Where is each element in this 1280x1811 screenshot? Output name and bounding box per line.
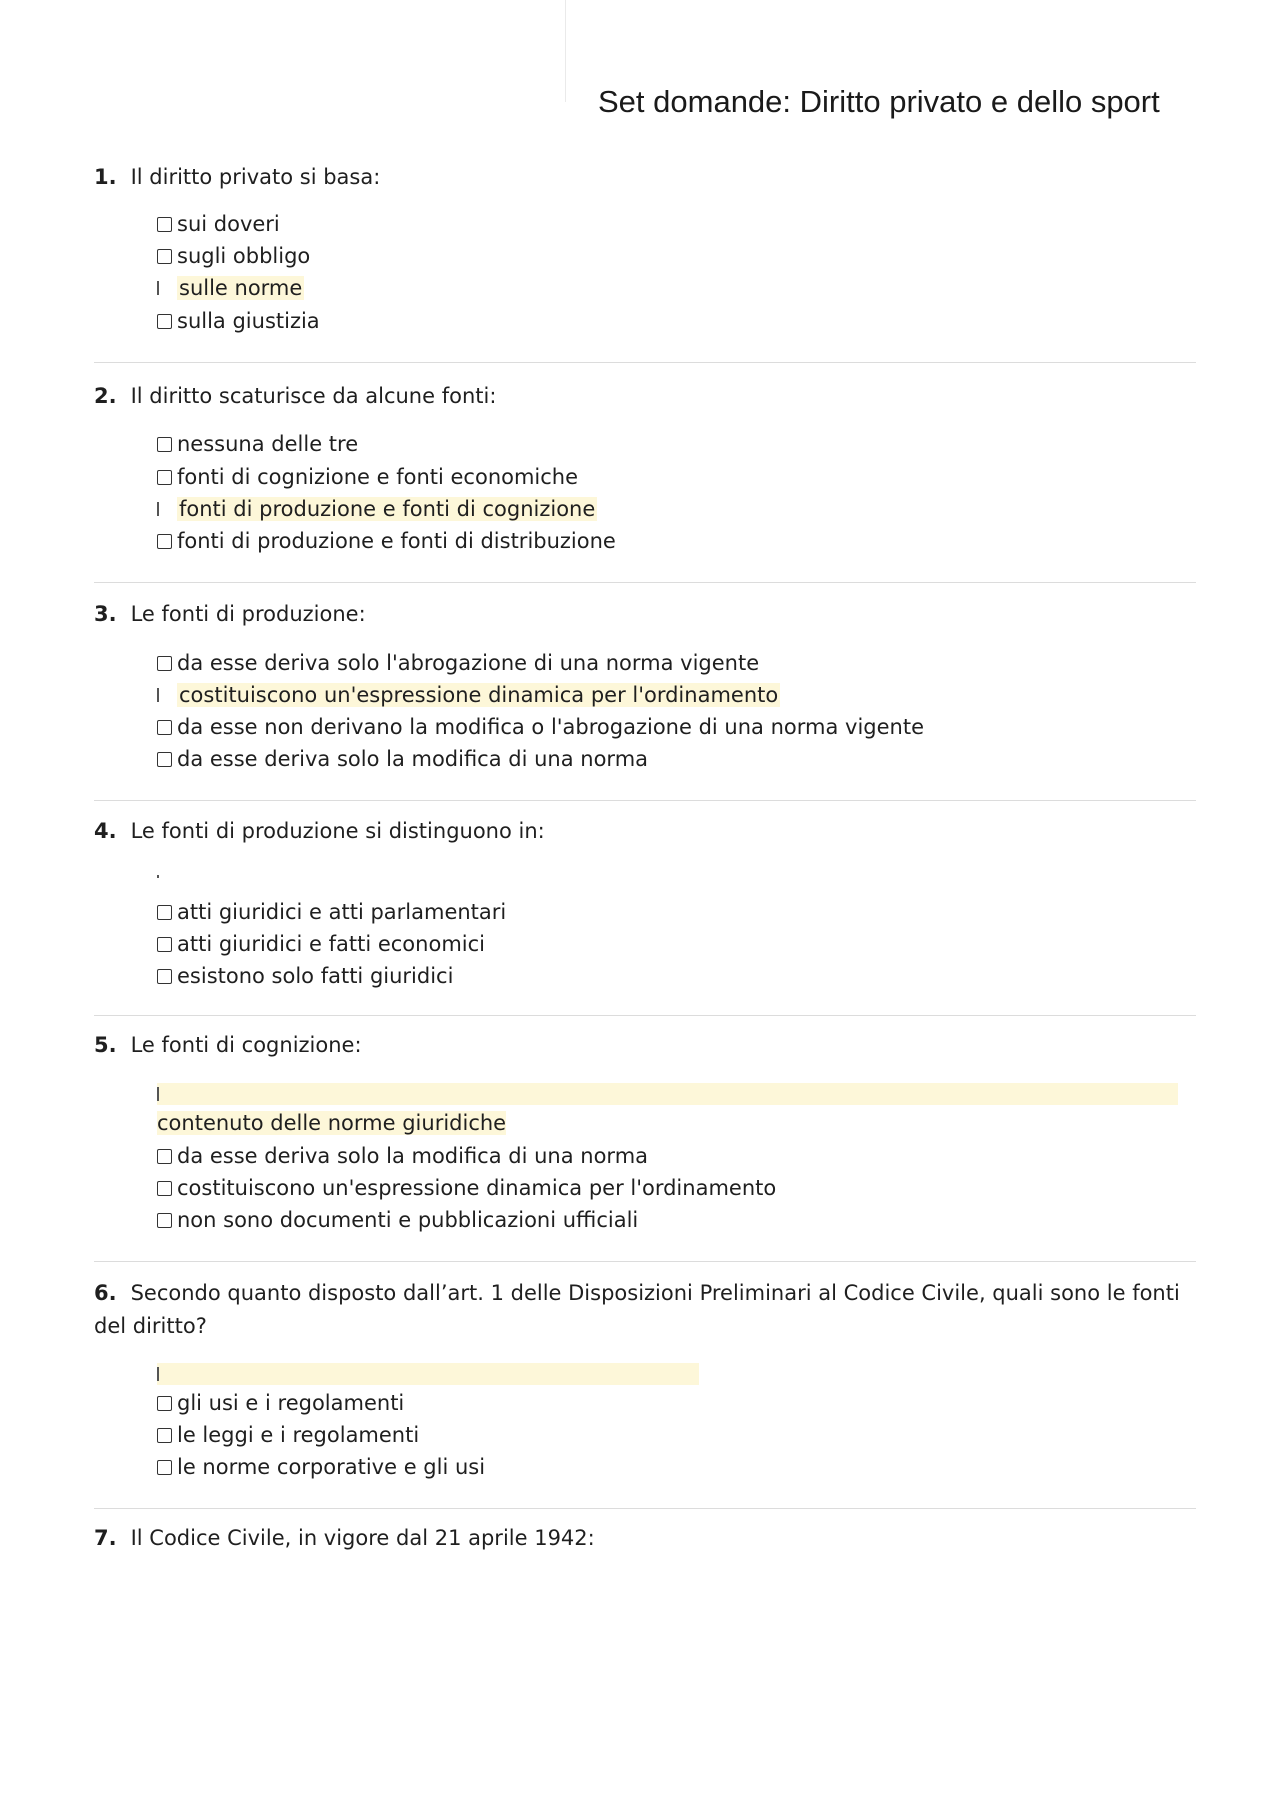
option-label: esistono solo fatti giuridici — [177, 964, 454, 988]
question-text: Il diritto privato si basa: — [130, 165, 381, 189]
option-highlight-band — [157, 1083, 1178, 1105]
checkbox-icon[interactable] — [157, 1460, 172, 1475]
option[interactable] — [157, 1419, 419, 1451]
checkbox-icon[interactable] — [157, 1396, 172, 1411]
option[interactable] — [157, 461, 578, 493]
option-label: le norme corporative e gli usi — [177, 1455, 486, 1479]
question-number: 2. — [94, 384, 117, 408]
option-label: costituiscono un'espressione dinamica per l'ordinamento — [179, 683, 779, 707]
checkbox-icon[interactable] — [157, 752, 172, 767]
page-title: Set domande: Diritto privato e dello sport — [598, 84, 1160, 119]
option-label: le leggi e i regolamenti — [177, 1423, 420, 1447]
option-label: gli usi e i regolamenti — [177, 1391, 405, 1415]
checkbox-icon[interactable] — [157, 1087, 159, 1101]
option[interactable] — [157, 1204, 638, 1236]
option[interactable] — [157, 525, 616, 557]
question-7 — [94, 1522, 1194, 1555]
option-label: contenuto delle norme giuridiche — [157, 1111, 507, 1135]
option-label: da esse non derivano la modifica o l'abrogazione di una norma vigente — [177, 715, 924, 739]
divider — [94, 362, 1196, 363]
option[interactable] — [157, 1140, 648, 1172]
option-label: da esse deriva solo la modifica di una norma — [177, 1144, 649, 1168]
checkbox-icon[interactable] — [157, 1213, 172, 1228]
option-highlight-band — [157, 1363, 699, 1385]
divider — [94, 800, 1196, 801]
checkbox-icon[interactable] — [157, 937, 172, 952]
option-label: atti giuridici e atti parlamentari — [177, 900, 507, 924]
option-label: da esse deriva solo l'abrogazione di una norma vigente — [177, 651, 760, 675]
option-label: nessuna delle tre — [177, 432, 359, 456]
option[interactable] — [157, 1387, 404, 1419]
option[interactable] — [157, 208, 280, 240]
question-text: Il diritto scaturisce da alcune fonti: — [130, 384, 497, 408]
question-number: 6. — [94, 1281, 117, 1305]
question-number: 5. — [94, 1033, 117, 1057]
question-3 — [94, 598, 1194, 631]
checkbox-icon[interactable] — [157, 656, 172, 671]
option-highlighted[interactable] — [157, 1107, 506, 1139]
header-divider — [565, 0, 566, 102]
option[interactable] — [157, 647, 759, 679]
option[interactable] — [157, 1451, 485, 1483]
question-text: Secondo quanto disposto dall’art. 1 delle Disposizioni Preliminari al Codice Civile, quali sono le fonti del diritto? — [94, 1281, 1180, 1338]
checkbox-icon[interactable] — [157, 875, 159, 878]
option-label: sui doveri — [177, 212, 280, 236]
checkbox-icon[interactable] — [157, 534, 172, 549]
divider — [94, 1015, 1196, 1016]
option-highlighted[interactable] — [157, 679, 780, 711]
option[interactable] — [157, 428, 358, 460]
option[interactable] — [157, 960, 453, 992]
divider — [94, 1508, 1196, 1509]
checkbox-icon[interactable] — [157, 1367, 159, 1381]
checkbox-icon[interactable] — [157, 1181, 172, 1196]
question-number: 3. — [94, 602, 117, 626]
question-number: 1. — [94, 165, 117, 189]
option[interactable] — [157, 743, 648, 775]
checkbox-icon[interactable] — [157, 720, 172, 735]
question-text: Le fonti di produzione si distinguono in: — [130, 819, 545, 843]
checkbox-icon[interactable] — [157, 688, 159, 702]
option-highlighted[interactable] — [157, 493, 597, 525]
question-2 — [94, 380, 1194, 413]
question-6 — [94, 1277, 1194, 1343]
option-label: fonti di produzione e fonti di distribuzione — [177, 529, 616, 553]
question-1 — [94, 161, 1194, 194]
option-label: costituiscono un'espressione dinamica per l'ordinamento — [177, 1176, 777, 1200]
checkbox-icon[interactable] — [157, 437, 172, 452]
option[interactable] — [157, 240, 310, 272]
question-number: 7. — [94, 1526, 117, 1550]
option-highlighted-clipped[interactable] — [157, 866, 447, 878]
option[interactable] — [157, 711, 924, 743]
option[interactable] — [157, 896, 506, 928]
checkbox-icon[interactable] — [157, 470, 172, 485]
checkbox-icon[interactable] — [157, 502, 159, 516]
option-label: da esse deriva solo la modifica di una norma — [177, 747, 649, 771]
option-highlighted[interactable] — [157, 272, 304, 304]
option-label: fonti di produzione e fonti di cognizione — [179, 497, 596, 521]
divider — [94, 582, 1196, 583]
checkbox-icon[interactable] — [157, 217, 172, 232]
option-label: sugli obbligo — [177, 244, 311, 268]
checkbox-icon[interactable] — [157, 249, 172, 264]
option[interactable] — [157, 928, 485, 960]
checkbox-icon[interactable] — [157, 314, 172, 329]
option-label: atti giuridici e fatti economici — [177, 932, 485, 956]
option-label: sulle norme — [179, 276, 303, 300]
option-label: non sono documenti e pubblicazioni ufficiali — [177, 1208, 639, 1232]
checkbox-icon[interactable] — [157, 969, 172, 984]
question-4 — [94, 815, 1194, 848]
checkbox-icon[interactable] — [157, 905, 172, 920]
question-5 — [94, 1029, 1194, 1062]
option-label: sulla giustizia — [177, 309, 320, 333]
checkbox-icon[interactable] — [157, 1428, 172, 1443]
checkbox-icon[interactable] — [157, 281, 159, 295]
option[interactable] — [157, 305, 320, 337]
question-text: Le fonti di produzione: — [130, 602, 366, 626]
option-label: fonti di cognizione e fonti economiche — [177, 465, 579, 489]
question-number: 4. — [94, 819, 117, 843]
divider — [94, 1261, 1196, 1262]
checkbox-icon[interactable] — [157, 1149, 172, 1164]
option[interactable] — [157, 1172, 776, 1204]
question-text: Il Codice Civile, in vigore dal 21 aprile 1942: — [130, 1526, 595, 1550]
question-text: Le fonti di cognizione: — [130, 1033, 362, 1057]
